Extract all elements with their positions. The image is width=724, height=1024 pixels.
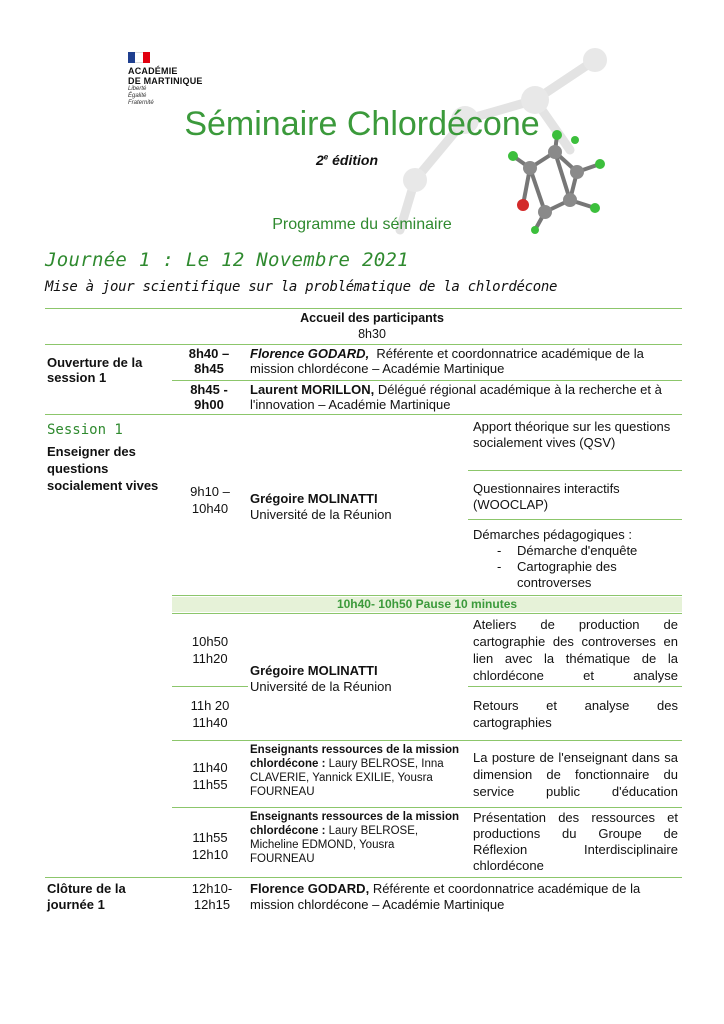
rule: [45, 344, 682, 345]
s1-topic3-item: - Cartographie des controverses: [517, 559, 678, 591]
close-time: 12h10- 12h15: [191, 881, 233, 912]
row1-speaker: Florence GODARD,: [250, 346, 370, 361]
pause-banner: 10h40- 10h50 Pause 10 minutes: [172, 597, 682, 612]
s3-who-title: Enseignants ressources de la mission chlordécone :: [250, 744, 459, 770]
rule: [172, 807, 682, 808]
s4-who: [250, 810, 460, 866]
rule: [468, 519, 682, 520]
rule: [45, 877, 682, 878]
s3-topic: La posture de l'enseignant dans sa dimension de fonctionnaire du service public d'éducation: [473, 750, 678, 799]
motto-1: Liberté: [128, 86, 147, 92]
edition-sup: e: [323, 152, 329, 162]
row2-speaker: Laurent MORILLON,: [250, 382, 375, 397]
row1-text: [250, 346, 680, 376]
logo-line2: DE MARTINIQUE: [128, 76, 203, 86]
edition-number: 2: [316, 152, 324, 168]
s1-topic3: [473, 527, 678, 591]
rule: [172, 613, 682, 614]
s1-affil: Université de la Réunion: [250, 507, 392, 522]
row1-role: Référente et coordonnatrice académique de la mission chlordécone – Académie Martinique: [250, 346, 644, 376]
rule: [172, 686, 248, 687]
french-flag-icon: [128, 52, 150, 63]
s3-who: [250, 743, 460, 799]
rule: [172, 595, 682, 596]
s1-topic2: Questionnaires interactifs (WOOCLAP): [473, 481, 620, 512]
s4-topic: Présentation des ressources et productions du Groupe de Réflexion Interdisciplinaire chlordécone: [473, 810, 678, 873]
welcome-title: Accueil des participants: [300, 311, 444, 325]
rule: [468, 686, 682, 687]
s3-time: 11h40 11h55: [192, 760, 228, 792]
s2-speaker: Grégoire MOLINATTI: [250, 663, 378, 678]
rule: [172, 740, 682, 741]
s3-who-names: Laury BELROSE, Inna CLAVERIE, Yannick EXILIE, Yousra FOURNEAU: [250, 758, 444, 798]
close-text: [250, 881, 680, 913]
s4-who-title: Enseignants ressources de la mission chlordécone :: [250, 811, 459, 837]
page-title: Séminaire Chlordécone: [184, 105, 540, 143]
rule: [45, 308, 682, 309]
row2-text: [250, 382, 680, 412]
s2-time1: 10h50 11h20: [191, 634, 229, 666]
day-subtitle: Mise à jour scientifique sur la problématique de la chlordécone: [45, 279, 558, 295]
rule: [45, 414, 682, 415]
session-title: Session 1: [47, 422, 123, 438]
s2-topic1: Ateliers de production de cartographie des controverses en lien avec la thématique de la chlordécone et analyse: [473, 617, 678, 683]
rule: [468, 470, 682, 471]
row1-time: 8h40 – 8h45: [188, 346, 230, 376]
day-heading: Journée 1 : Le 12 Novembre 2021: [45, 249, 409, 271]
motto-3: Fraternité: [128, 100, 154, 106]
edition-word: édition: [332, 152, 379, 168]
s2-time2: 11h 20 11h40: [190, 698, 230, 730]
opening-label: Ouverture de la session 1: [47, 355, 143, 385]
close-speaker: Florence GODARD,: [250, 881, 370, 896]
row2-time: 8h45 - 9h00: [190, 382, 228, 412]
row2-role: Délégué régional académique à la recherche et à l'innovation – Académie Martinique: [250, 382, 662, 412]
welcome-time: 8h30: [358, 327, 386, 341]
logo-line1: ACADÉMIE: [128, 66, 178, 76]
programme-heading: Programme du séminaire: [272, 216, 452, 233]
s1-time: 9h10 – 10h40: [190, 484, 230, 516]
motto-2: Égalité: [128, 93, 147, 99]
rule: [172, 380, 682, 381]
s2-affil: Université de la Réunion: [250, 679, 392, 694]
s1-speaker: Grégoire MOLINATTI: [250, 491, 378, 506]
s1-topic3-title: Démarches pédagogiques :: [473, 527, 632, 542]
session-desc: Enseigner des questions socialement vives: [47, 444, 159, 493]
close-role: Référente et coordonnatrice académique de la mission chlordécone – Académie Martinique: [250, 881, 641, 912]
close-label: Clôture de la journée 1: [47, 881, 126, 912]
s4-time: 11h55 12h10: [191, 830, 229, 862]
s1-topic1: Apport théorique sur les questions socialement vives (QSV): [473, 419, 671, 450]
s4-who-names: Laury BELROSE, Micheline EDMOND, Yousra FOURNEAU: [250, 825, 419, 865]
s1-topic3-item: - Démarche d'enquête: [517, 543, 678, 559]
s2-topic2: Retours et analyse des cartographies: [473, 698, 678, 730]
edition: [316, 152, 378, 168]
academie-logo: [128, 52, 203, 107]
